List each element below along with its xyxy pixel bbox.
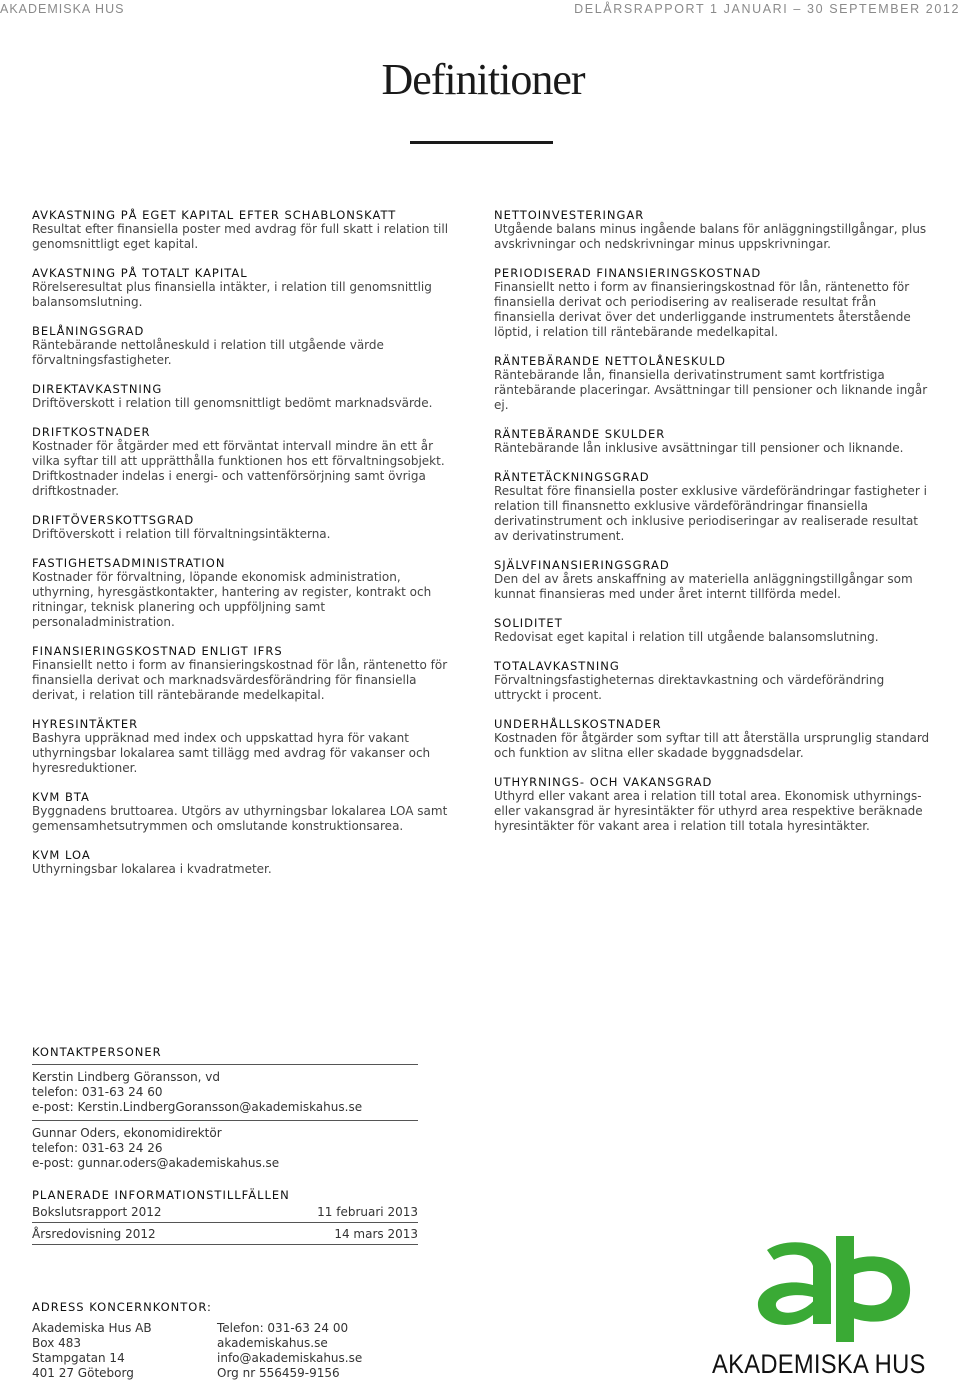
definition-item bbox=[32, 266, 462, 310]
definition-text: Bashyra uppräknad med index och uppskattad hyra för vakant uthyrningsbar lokalarea samt tillägg med avdrag för vakanser och hyresreduktioner. bbox=[32, 731, 431, 775]
header-company: AKADEMISKA HUS bbox=[0, 2, 125, 16]
event-date: 14 mars 2013 bbox=[334, 1227, 418, 1241]
definition-term: DRIFTÖVERSKOTTSGRAD bbox=[32, 513, 195, 527]
definition-term: NETTOINVESTERINGAR bbox=[494, 208, 645, 222]
definition-term: HYRESINTÄKTER bbox=[32, 717, 139, 731]
contact-details bbox=[217, 1321, 362, 1381]
definition-item bbox=[494, 266, 934, 340]
definition-term: KVM LOA bbox=[32, 848, 91, 862]
definition-text: Uthyrd eller vakant area i relation till total area. Ekonomisk uthyrnings- eller vakansgrad är hyresintäkter för uthyrd area respektive beräknade hyresintäkter för vakant area i relation till totala hyresintäkter. bbox=[494, 789, 923, 833]
definitions-left-column bbox=[32, 208, 462, 891]
page-title: Definitioner bbox=[381, 55, 585, 104]
definition-term: RÄNTEBÄRANDE NETTOLÅNESKULD bbox=[494, 354, 726, 368]
contact-name: Kerstin Lindberg Göransson, vd bbox=[32, 1070, 221, 1084]
contact-phone: telefon: 031-63 24 26 bbox=[32, 1141, 163, 1155]
definition-text: Räntebärande nettolåneskuld i relation till utgående värde förvaltningsfastigheter. bbox=[32, 338, 384, 367]
org-number: Org nr 556459-9156 bbox=[217, 1366, 340, 1380]
contacts-heading: KONTAKTPERSONER bbox=[32, 1045, 162, 1059]
definition-item bbox=[494, 717, 934, 761]
definition-item bbox=[494, 208, 934, 252]
definition-text: Kostnader för åtgärder med ett förväntat intervall mindre än ett år vilka syftar till att upprätthålla funktionen hos ett förvaltningsobjekt. Driftkostnader indelas i energi- och vattenförsörjning samt övriga driftkostnader. bbox=[32, 439, 445, 498]
definition-term: FASTIGHETSADMINISTRATION bbox=[32, 556, 226, 570]
address-heading: ADRESS KONCERNKONTOR: bbox=[32, 1300, 212, 1314]
definition-term: TOTALAVKASTNING bbox=[494, 659, 620, 673]
contact-email[interactable]: e-post: Kerstin.LindbergGoransson@akademiskahus.se bbox=[32, 1100, 363, 1114]
definition-item bbox=[494, 659, 934, 703]
definition-text: Redovisat eget kapital i relation till utgående balansomslutning. bbox=[494, 630, 879, 644]
events-heading: PLANERADE INFORMATIONSTILLFÄLLEN bbox=[32, 1188, 290, 1202]
definition-term: SJÄLVFINANSIERINGSGRAD bbox=[494, 558, 670, 572]
address-line: Stampgatan 14 bbox=[32, 1351, 125, 1365]
definition-term: KVM BTA bbox=[32, 790, 90, 804]
definition-text: Uthyrningsbar lokalarea i kvadratmeter. bbox=[32, 862, 272, 876]
definition-term: DRIFTKOSTNADER bbox=[32, 425, 151, 439]
definition-text: Driftöverskott i relation till genomsnittligt bedömt marknadsvärde. bbox=[32, 396, 433, 410]
definition-item bbox=[32, 717, 462, 776]
office-phone: Telefon: 031-63 24 00 bbox=[217, 1321, 349, 1335]
definition-item bbox=[494, 427, 934, 456]
definition-text: Resultat efter finansiella poster med avdrag för full skatt i relation till genomsnittligt eget kapital. bbox=[32, 222, 449, 251]
definition-text: Finansiellt netto i form av finansieringskostnad för lån, räntenetto för finansiella derivat och periodisering av realiserade resultat från finansiella derivat över det underliggande instrumentets återstående löptid, i relation till räntebärande medelkapital. bbox=[494, 280, 911, 339]
definition-item bbox=[32, 208, 462, 252]
contact-person bbox=[32, 1064, 418, 1115]
definition-term: UNDERHÅLLSKOSTNADER bbox=[494, 717, 662, 731]
definitions-right-column bbox=[494, 208, 934, 848]
definition-item bbox=[494, 558, 934, 602]
head-office-address-section bbox=[32, 1300, 452, 1381]
address-line: Box 483 bbox=[32, 1336, 82, 1350]
contact-phone: telefon: 031-63 24 60 bbox=[32, 1085, 163, 1099]
address-line: 401 27 Göteborg bbox=[32, 1366, 134, 1380]
event-name: Bokslutsrapport 2012 bbox=[32, 1205, 162, 1219]
event-name: Årsredovisning 2012 bbox=[32, 1227, 156, 1241]
definition-term: DIREKTAVKASTNING bbox=[32, 382, 163, 396]
definition-item bbox=[494, 470, 934, 544]
definition-text: Rörelseresultat plus finansiella intäkter, i relation till genomsnittlig balansomslutning. bbox=[32, 280, 432, 309]
definition-item bbox=[32, 848, 462, 877]
definition-text: Kostnaden för åtgärder som syftar till att återställa ursprunglig standard och funktion av slitna eller skadade byggnadsdelar. bbox=[494, 731, 930, 760]
event-row bbox=[32, 1203, 418, 1223]
definition-text: Utgående balans minus ingående balans för anläggningstillgångar, plus avskrivningar och nedskrivningar minus uppskrivningar. bbox=[494, 222, 927, 251]
title-underline bbox=[410, 141, 553, 144]
contact-email[interactable]: e-post: gunnar.oders@akademiskahus.se bbox=[32, 1156, 280, 1170]
definition-text: Finansiellt netto i form av finansieringskostnad för lån, räntenetto för finansiella derivat och marknadsvärdesförändring för finansiella derivat, i relation till räntebärande medelkapital. bbox=[32, 658, 448, 702]
logo-wordmark: AKADEMISKA HUS bbox=[712, 1349, 926, 1379]
company-logo bbox=[712, 1236, 934, 1382]
definition-text: Byggnadens bruttoarea. Utgörs av uthyrningsbar lokalarea LOA samt gemensamhetsutrymmen och omslutande konstruktionsarea. bbox=[32, 804, 448, 833]
definition-item bbox=[32, 513, 462, 542]
address-line: Akademiska Hus AB bbox=[32, 1321, 152, 1335]
definition-text: Räntebärande lån inklusive avsättningar till pensioner och liknande. bbox=[494, 441, 904, 455]
contact-persons-section bbox=[32, 1045, 418, 1171]
definition-term: SOLIDITET bbox=[494, 616, 563, 630]
contact-name: Gunnar Oders, ekonomidirektör bbox=[32, 1126, 222, 1140]
definition-item bbox=[494, 775, 934, 834]
event-row bbox=[32, 1225, 418, 1245]
definition-term: UTHYRNINGS- OCH VAKANSGRAD bbox=[494, 775, 713, 789]
definition-text: Den del av årets anskaffning av materiella anläggningstillgångar som kunnat finansieras med under året internt tillförda medel. bbox=[494, 572, 913, 601]
definition-text: Räntebärande lån, finansiella derivatinstrument samt kortfristiga räntebärande placeringar. Avsättningar till pensioner och liknande ingår ej. bbox=[494, 368, 928, 412]
definition-text: Förvaltningsfastigheternas direktavkastning och värdeförändring uttryckt i procent. bbox=[494, 673, 885, 702]
definition-item bbox=[32, 644, 462, 703]
office-website-link[interactable]: akademiskahus.se bbox=[217, 1336, 328, 1350]
definition-item bbox=[32, 425, 462, 499]
definition-term: FINANSIERINGSKOSTNAD ENLIGT IFRS bbox=[32, 644, 283, 658]
header-report-title: DELÅRSRAPPORT 1 JANUARI – 30 SEPTEMBER 2012 bbox=[574, 2, 960, 16]
planned-events-section bbox=[32, 1188, 418, 1245]
definition-term: AVKASTNING PÅ TOTALT KAPITAL bbox=[32, 266, 248, 280]
definition-term: BELÅNINGSGRAD bbox=[32, 324, 145, 338]
office-email-link[interactable]: info@akademiskahus.se bbox=[217, 1351, 363, 1365]
definition-term: RÄNTETÄCKNINGSGRAD bbox=[494, 470, 650, 484]
definition-term: RÄNTEBÄRANDE SKULDER bbox=[494, 427, 666, 441]
definition-item bbox=[494, 354, 934, 413]
definition-term: AVKASTNING PÅ EGET KAPITAL EFTER SCHABLONSKATT bbox=[32, 208, 397, 222]
definition-text: Resultat före finansiella poster exklusive värdeförändringar fastigheter i relation till finansnetto exklusive värdeförändringar finansiella derivatinstrument och inklusive periodiseringar av realiserade resultat av derivatinstrument. bbox=[494, 484, 927, 543]
definition-item bbox=[494, 616, 934, 645]
definition-item bbox=[32, 556, 462, 630]
postal-address bbox=[32, 1321, 217, 1381]
definition-item bbox=[32, 790, 462, 834]
definition-text: Kostnader för förvaltning, löpande ekonomisk administration, uthyrning, hyresgästkontakter, hantering av register, kontrakt och ritningar, teknisk planering och uppföljning samt personaladministration. bbox=[32, 570, 432, 629]
definition-item bbox=[32, 324, 462, 368]
definition-item bbox=[32, 382, 462, 411]
definition-text: Driftöverskott i relation till förvaltningsintäkterna. bbox=[32, 527, 331, 541]
definition-term: PERIODISERAD FINANSIERINGSKOSTNAD bbox=[494, 266, 762, 280]
event-date: 11 februari 2013 bbox=[317, 1205, 418, 1219]
contact-person bbox=[32, 1120, 418, 1171]
